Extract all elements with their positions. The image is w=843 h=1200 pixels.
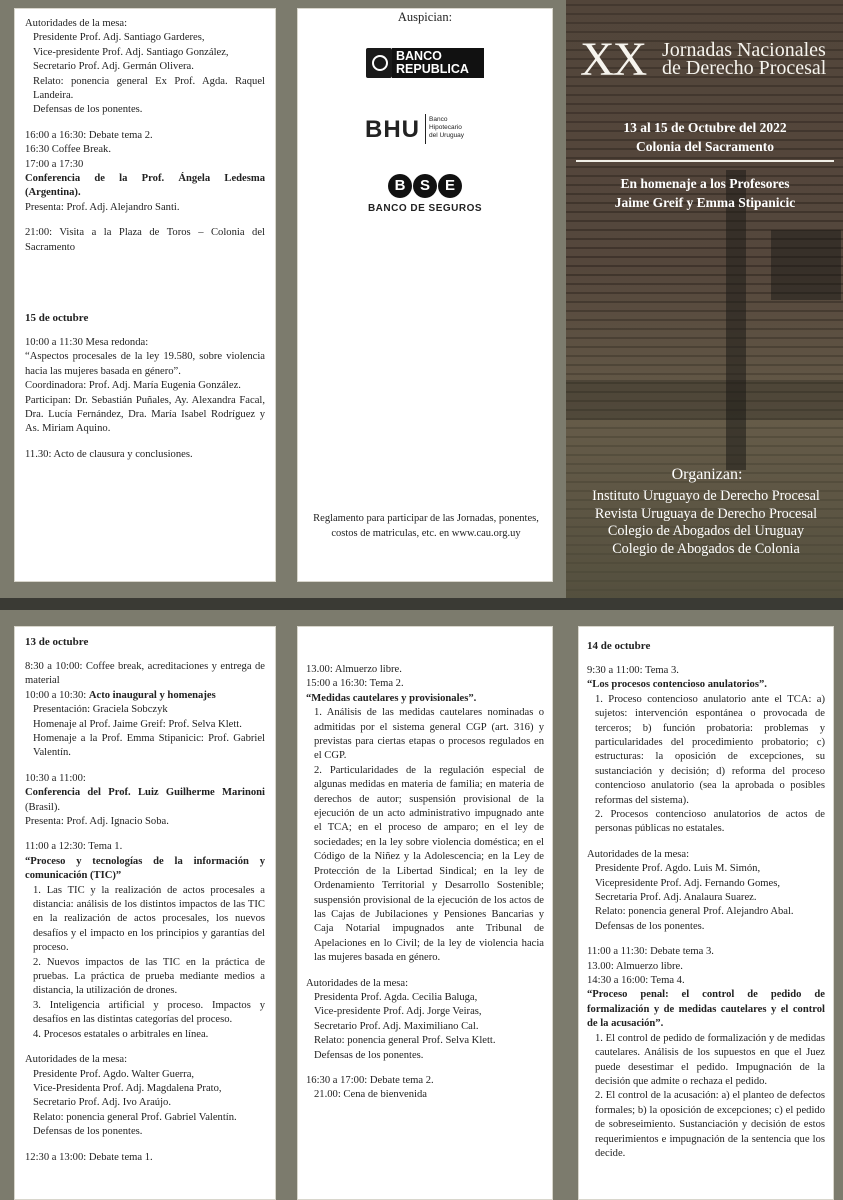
day-heading-14: 14 de octubre (587, 640, 651, 652)
cover-photo-detail (771, 230, 841, 300)
autoridad-relato: Relato: ponencia general Ex Prof. Agda. Raquel Landeira. (33, 75, 265, 102)
banco-republica-icon (366, 48, 392, 78)
event-title (580, 33, 840, 96)
autoridad-line: Vice-presidente Prof. Adj. Jorge Veiras, (314, 1006, 482, 1018)
conferencia-ledesma (25, 158, 265, 216)
autoridades-block (25, 17, 265, 118)
day-heading-13: 13 de octubre (25, 636, 89, 648)
cena-bienvenida: 21.00: Cena de bienvenida (314, 1089, 427, 1101)
autoridades-heading: Autoridades de la mesa: (587, 848, 690, 860)
banco-republica-wordmark: BANCO REPUBLICA (392, 48, 484, 78)
clausura: 11.30: Acto de clausura y conclusiones. (25, 448, 193, 460)
conference-country: (Brasil). (25, 801, 61, 813)
tema-item: 3. Inteligencia artificial y proceso. Impactos y desafíos en las distintas categorías del proceso. (33, 999, 265, 1026)
acto-inaugural (25, 689, 265, 761)
tema-title: “Los procesos contencioso anulatorios”. (587, 679, 767, 691)
autoridad-line: Vice-Presidenta Prof. Adj. Magdalena Prato, (33, 1082, 222, 1094)
tema-title: “Proceso y tecnologías de la información y comunicación (TIC)” (25, 855, 265, 882)
tema-time: 9:30 a 11:00: Tema 3. (587, 664, 679, 676)
autoridad-line: Vicepresidente Prof. Adj. Fernando Gomes, (595, 877, 781, 889)
autoridades-heading: Autoridades de la mesa: (25, 1054, 128, 1066)
almuerzo-libre: 13.00: Almuerzo libre. (587, 960, 683, 972)
autoridad-line: Secretario Prof. Adj. Ivo Araújo. (33, 1097, 171, 1109)
autoridad-presidente: Presidente Prof. Adj. Santiago Garderes, (33, 32, 205, 44)
acto-line: Presentación: Graciela Sobczyk (33, 704, 168, 716)
bhu-logo (365, 108, 485, 148)
acto-line: Homenaje al Prof. Jaime Greif: Prof. Selva Klett. (33, 718, 242, 730)
visita-plaza-toros: 21:00: Visita a la Plaza de Toros – Colonia del Sacramento (25, 227, 265, 253)
bhu-separator (425, 114, 426, 144)
coffee-break: 16:30 Coffee Break. (25, 144, 112, 156)
panel-top-left (14, 8, 276, 582)
organizer-item: Revista Uruguaya de Derecho Procesal (594, 505, 818, 522)
autoridad-line: Relato: ponencia general Prof. Alejandro Abal. (595, 906, 794, 918)
panel-sponsors (297, 8, 553, 582)
title-line-1: Jornadas Nacionales (662, 39, 826, 61)
day-heading-15: 15 de octubre (25, 312, 89, 325)
autoridades-block (306, 977, 544, 1063)
autoridad-secretario: Secretario Prof. Adj. Germán Olivera. (33, 61, 194, 73)
conference-presenter: Presenta: Prof. Adj. Ignacio Soba. (25, 816, 169, 828)
mesa-time: 10:00 a 11:30 Mesa redonda: (25, 337, 149, 349)
tema-item: 1. Las TIC y la realización de actos procesales a distancia: análisis de los distintos impactos de las TIC en la realización de actos procesales, los nuevos desafíos y el impacto en los principios y garantías del proceso. (33, 884, 265, 954)
tema-2 (306, 677, 544, 965)
autoridad-line: Secretaria Prof. Adj. Analaura Suarez. (595, 892, 757, 904)
tema-item: 2. El control de la acusación: a) el planteo de defectos formales; b) la oposición de excepciones; c) el pedido de sobreseimiento. Sustanciación y decisión de estos requerimientos e impugnación de la sentencia que los decide. (595, 1090, 825, 1159)
almuerzo-libre: 13.00: Almuerzo libre. (306, 664, 402, 675)
panel-bottom-middle (297, 626, 553, 1200)
debate-tema2: 16:30 a 17:00: Debate tema 2. (306, 1074, 434, 1086)
autoridad-defensas: Defensas de los ponentes. (33, 104, 143, 116)
autoridad-line: Secretario Prof. Adj. Maximiliano Cal. (314, 1020, 479, 1032)
autoridades-heading: Autoridades de la mesa: (25, 18, 128, 29)
homage-text: En homenaje a los Profesores Jaime Greif y Emma Stipanicic (614, 176, 796, 210)
tema-title: “Medidas cautelares y provisionales”. (306, 692, 477, 704)
bse-circles-icon: B S E (365, 174, 485, 198)
autoridad-line: Relato: ponencia general Prof. Gabriel Valentín. (33, 1111, 237, 1123)
autoridad-line: Relato: ponencia general Prof. Selva Klett. (314, 1035, 496, 1047)
tema-item: 2. Particularidades de la regulación especial de algunas medidas en materia de familia; en materia de derechos de autor; suspensión provisional de la ejecución de un acto administrativo impugnado ante el TCA; en el proceso de amparo; en el ley de sociedades; en la ley sobre violencia doméstica; en el Código de la Niñez y la Adolescencia; en la Ley de Protección de la Libertad Sindical; en la ley de Ordenamiento Territorial y Desarrollo Sostenible; suspensión provisional de la ejecución de los actos de las Cajas de Jubilaciones y Pensiones Bancarias y Caja Notarial impugnados ante Tribunal de Apelaciones en lo Civil; de la ley de violencia hacia las mujeres basada en género. (314, 764, 544, 964)
autoridad-line: Presidente Prof. Agdo. Walter Guerra, (33, 1068, 195, 1080)
tema-item: 2. Nuevos impactos de las TIC en la práctica de pruebas. La práctica de prueba mediante medios a distancia, la utilización de drones. (33, 956, 265, 997)
conference-time: 17:00 a 17:30 (25, 158, 84, 170)
acto-time: 10:00 a 10:30: (25, 689, 89, 701)
mesa-redonda (25, 336, 265, 437)
autoridad-line: Defensas de los ponentes. (595, 920, 705, 932)
auspician-heading: Auspician: (397, 10, 453, 24)
cover-photo-detail (566, 380, 843, 420)
coffee-acreditaciones: 8:30 a 10:00: Coffee break, acreditaciones y entrega de material (25, 660, 265, 687)
organizan-heading: Organizan: (671, 466, 743, 483)
banco-republica-logo (366, 48, 484, 78)
acto-title: Acto inaugural y homenajes (88, 689, 216, 701)
edition-numeral: XX (580, 33, 646, 86)
title-line-2: de Derecho Procesal (662, 57, 827, 79)
tema-title: “Proceso penal: el control de pedido de formalización y de medidas cautelares y el control de la acusación”. (587, 989, 825, 1030)
tema-item: 1. Análisis de las medidas cautelares nominadas o admitidas por el sistema general CGP (art. 316) y previstas para ciertas etapas o procesos regulados en el CGP. (314, 707, 544, 762)
tema-item: 2. Procesos contencioso anulatorios de actos de personas públicas no estatales. (595, 809, 825, 835)
cover-divider (576, 160, 834, 162)
bhu-subtitle: Banco Hipotecario del Uruguay (429, 116, 465, 139)
tema-1 (25, 840, 265, 1042)
conference-title: Conferencia del Prof. Luiz Guilherme Marinoni (25, 787, 265, 799)
conference-time: 10:30 a 11:00: (25, 772, 86, 784)
conference-presenter: Presenta: Prof. Adj. Alejandro Santi. (25, 201, 180, 213)
debate-tema3: 11:00 a 11:30: Debate tema 3. (587, 946, 714, 958)
autoridad-line: Defensas de los ponentes. (33, 1126, 143, 1138)
tema-time: 11:00 a 12:30: Tema 1. (25, 841, 123, 853)
conference-title: Conferencia de la Prof. Ángela Ledesma (Argentina). (25, 173, 265, 199)
autoridad-line: Presidenta Prof. Agda. Cecilia Baluga, (314, 991, 478, 1003)
autoridad-vicepresidente: Vice-presidente Prof. Adj. Santiago González, (33, 46, 229, 58)
reglamento-note: Reglamento para participar de las Jornadas, ponentes, costos de matriculas, etc. en www.cau.org.uy (313, 513, 539, 540)
debate-tema2: 16:00 a 16:30: Debate tema 2. (25, 129, 153, 141)
tema-item: 1. El control de pedido de formalización y de medidas cautelares. Análisis de los supuestos en que el Juez puede desestimar el pedido. Impugnación de la decisión que admite o rechaza el pedido. (595, 1032, 825, 1087)
tema-item: 4. Procesos estatales o arbitrales en línea. (33, 1028, 209, 1040)
organizers-list (570, 488, 842, 558)
organizer-item: Colegio de Abogados del Uruguay (607, 523, 805, 539)
autoridad-line: Defensas de los ponentes. (314, 1049, 424, 1061)
bse-logo (365, 174, 485, 216)
tema-item: 1. Proceso contencioso anulatorio ante el TCA: a) sujetos: intervención espontánea o provocada de terceros; b) función probatoria: problemas y particularidades del procedimiento probatorio; c) estructuras: la oposición de excepciones, su sustanciación y decisión; d) reforma del proceso contencioso anulatorio (sea la aprobada o posibles reformas del sistema). (595, 693, 825, 806)
event-date: 13 al 15 de Octubre del 2022 (623, 120, 787, 135)
autoridad-line: Presidente Prof. Agdo. Luis M. Simón, (595, 863, 761, 875)
organizer-item: Instituto Uruguayo de Derecho Procesal (592, 488, 820, 504)
tema-time: 14:30 a 16:00: Tema 4. (587, 975, 685, 987)
mesa-participan: Participan: Dr. Sebastián Puñales, Ay. Alexandra Facal, Dra. Lucía Fernández, Dra. María Isabel Rodríguez y As. Miriam Aquino. (25, 394, 265, 435)
organizer-item: Colegio de Abogados de Colonia (612, 540, 800, 557)
panel-bottom-left (14, 626, 276, 1200)
autoridades-block (25, 1053, 265, 1139)
cover-panel (566, 0, 843, 598)
page-divider (0, 598, 843, 610)
mesa-coordinadora: Coordinadora: Prof. Adj. María Eugenia González. (25, 380, 241, 392)
panel-bottom-right (578, 626, 834, 1200)
autoridades-heading: Autoridades de la mesa: (306, 977, 409, 989)
tema-3 (587, 664, 825, 837)
cover-photo-detail (726, 170, 746, 470)
tema-time: 15:00 a 16:30: Tema 2. (306, 678, 404, 690)
bhu-wordmark: BHU (365, 116, 420, 143)
tema-4 (587, 974, 825, 1161)
mesa-title: “Aspectos procesales de la ley 19.580, sobre violencia hacia las mujeres basada en género”. (25, 351, 265, 377)
bse-wordmark: BANCO DE SEGUROS (367, 203, 483, 214)
conferencia-marinoni (25, 772, 265, 830)
event-place: Colonia del Sacramento (636, 139, 774, 154)
acto-line: Homenaje a la Prof. Emma Stipanicic: Prof. Gabriel Valentín. (33, 732, 265, 759)
debate-tema1: 12:30 a 13:00: Debate tema 1. (25, 1151, 153, 1163)
autoridades-block (587, 848, 825, 934)
event-date-place (580, 118, 830, 156)
